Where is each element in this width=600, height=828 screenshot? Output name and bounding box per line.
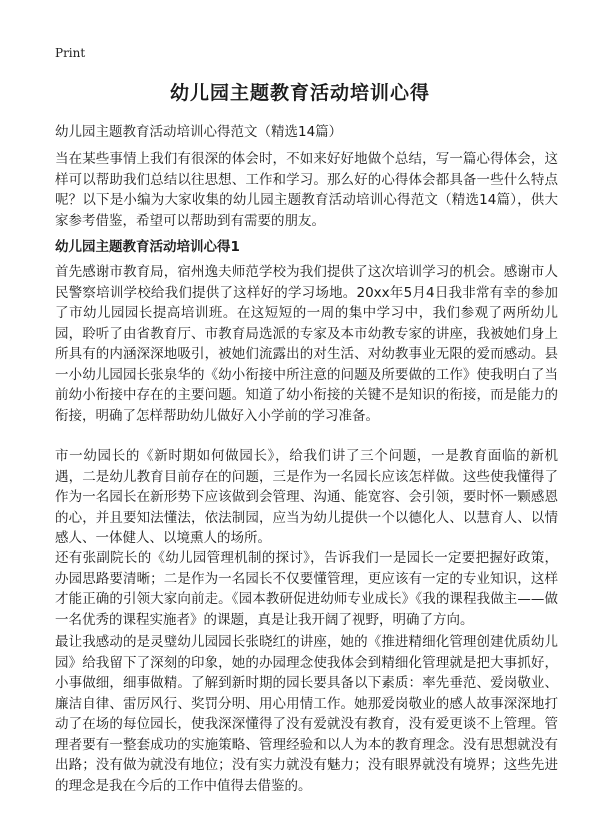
body-paragraph-1: 首先感谢市教育局，宿州逸夫师范学校为我们提供了这次培训学习的机会。感谢市人民警察培训学校给我们提供了这样好的学习场地。20xx年5月4日我非常有幸的参加了市幼儿园园长提高培训班。在这短短的一周的集中学习中，我们参观了两所幼儿园，聆听了由省教育厅、市教育局选派的专家及本市幼教专家的讲座，我被她们身上所具有的内涵深深地吸引，被她们流露出的对生活、对幼教事业无限的爱而感动。县一小幼儿园园长张泉华的《幼小衔接中所注意的问题及所要做的工作》使我明白了当前幼小衔接中存在的主要问题。知道了幼小衔接的关键不是知识的衔接，而是能力的衔接，明确了怎样帮助幼儿做好入小学前的学习准备。 xyxy=(55,264,558,424)
body-paragraph-3: 还有张副院长的《幼儿园管理机制的探讨》，告诉我们一是园长一定要把握好政策，办园思路要清晰；二是作为一名园长不仅要懂管理，更应该有一定的专业知识，这样才能正确的引领大家向前走。《园本教研促进幼师专业成长》《我的课程我做主——做一名优秀的课程实施者》的课题，真是让我开阔了视野，明确了方向。 xyxy=(55,550,558,628)
intro-paragraph: 当在某些事情上我们有很深的体会时，不如来好好地做个总结，写一篇心得体会，这样可以帮助我们总结以往思想、工作和学习。那么好的心得体会都具备一些什么特点呢？以下是小编为大家收集的幼儿园主题教育活动培训心得范文（精选14篇），供大家参考借鉴，希望可以帮助到有需要的朋友。 xyxy=(55,151,558,229)
print-link[interactable]: Print xyxy=(55,46,86,60)
body-paragraph-2: 市一幼园长的《新时期如何做园长》，给我们讲了三个问题，一是教育面临的新机遇，二是幼儿教育目前存在的问题，三是作为一名园长应该怎样做。这些使我懂得了作为一名园长在新形势下应该做到会管理、沟通、能宽容、会引领，要时怀一颗感恩的心，并且要知法懂法，依法制园，应当为幼儿提供一个以德化人、以慧育人、以情感人、一体健人、以境熏人的场所。 xyxy=(55,448,558,546)
page-title: 幼儿园主题教育活动培训心得 xyxy=(169,82,430,104)
document-subtitle: 幼儿园主题教育活动培训心得范文（精选14篇） xyxy=(55,124,343,140)
section-heading: 幼儿园主题教育活动培训心得1 xyxy=(55,239,240,255)
body-paragraph-4: 最让我感动的是灵璧幼儿园园长张晓红的讲座，她的《推进精细化管理创建优质幼儿园》给我留下了深刻的印象，她的办园理念使我体会到精细化管理就是把大事抓好，小事做细，细事做精。了解到新时期的园长要具备以下素质：率先垂范、爱岗敬业、廉洁自律、雷厉风行、奖罚分明、用心用情工作。她那爱岗敬业的感人故事深深地打动了在场的每位园长，使我深深懂得了没有爱就没有教育，没有爱更谈不上管理。管理者要有一整套成功的实施策略、管理经验和以人为本的教育理念。没有思想就没有出路；没有做为就没有地位；没有实力就没有魅力；没有眼界就没有境界；这些先进的理念是我在今后的工作中值得去借鉴的。 xyxy=(55,634,558,794)
